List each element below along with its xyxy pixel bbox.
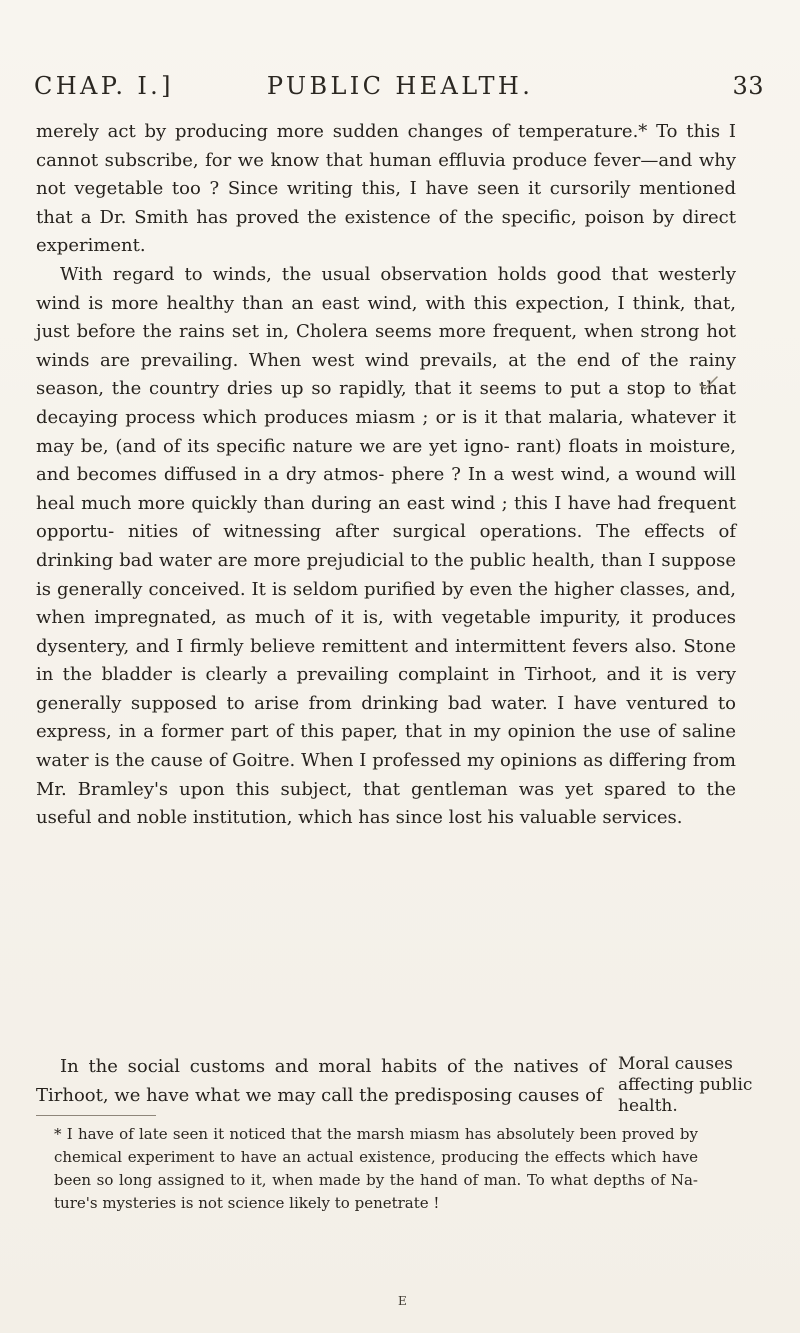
page-number: 33 [732,72,764,100]
footnote-divider [36,1115,156,1116]
paragraph-1: merely act by producing more sudden changes of temperature.* To this I cannot subscribe, for we know that human effluvia produce fever—and why not vegetable too ? Since writing this, I have seen it cursorily mentioned that a Dr. Smith has proved the existence of the specific, poison by direct experiment. [36,121,736,257]
marginal-note: Moral causes affecting public health. [618,1054,753,1116]
footnote: * I have of late seen it noticed that the marsh miasm has absolutely been proved by chemical experiment to have an actual existence, producing the effects which have been so long assigned to it, when made by the hand of man. To what depths of Na- ture's mysteries is not science likely to penetrate ! [54,1125,698,1212]
chapter-label: CHAP. I.] [34,72,174,100]
page-header [0,72,800,108]
margin-check-mark-icon [698,372,720,394]
paragraph-2: With regard to winds, the usual observation holds good that westerly wind is more healthy than an east wind, with this expection, I think, that, just before the rains set in, Cholera seems more frequent, when strong hot winds are prevailing. When west wind prevails, at the end of the rainy season, the country dries up so rapidly, that it seems to put a stop to that decaying process which produces miasm ; or is it that malaria, whatever it may be, (and of its specific nature we are yet igno- rant) floats in moisture, and becomes diffused in a dry atmos- phere ? In a west wind, a wound will heal much more quickly than during an east wind ; this I have had frequent opportu- nities of witnessing after surgical operations. The effects of drinking bad water are more prejudicial to the public health, than I suppose is generally conceived. It is seldom purified by even the higher classes, and, when impregnated, as much of it is, with vegetable impurity, it produces dysentery, and I firmly believe remittent and intermittent fevers also. Stone in the bladder is clearly a prevailing complaint in Tirhoot, and it is very generally supposed to arise from drinking bad water. I have ventured to express, in a former part of this paper, that in my opinion the use of saline water is the cause of Goitre. When I professed my opinions as differing from Mr. Bramley's upon this subject, that gentleman was yet spared to the useful and noble institution, which has since lost his valuable services. [36,263,736,829]
paragraph-3: In the social customs and moral habits of the natives of Tirhoot, we have what we may call the predisposing causes of [36,1056,606,1106]
lower-text-row [36,1053,766,1116]
main-text [36,118,736,833]
signature-mark: E [398,1294,408,1308]
running-title: PUBLIC HEALTH. [266,72,534,100]
